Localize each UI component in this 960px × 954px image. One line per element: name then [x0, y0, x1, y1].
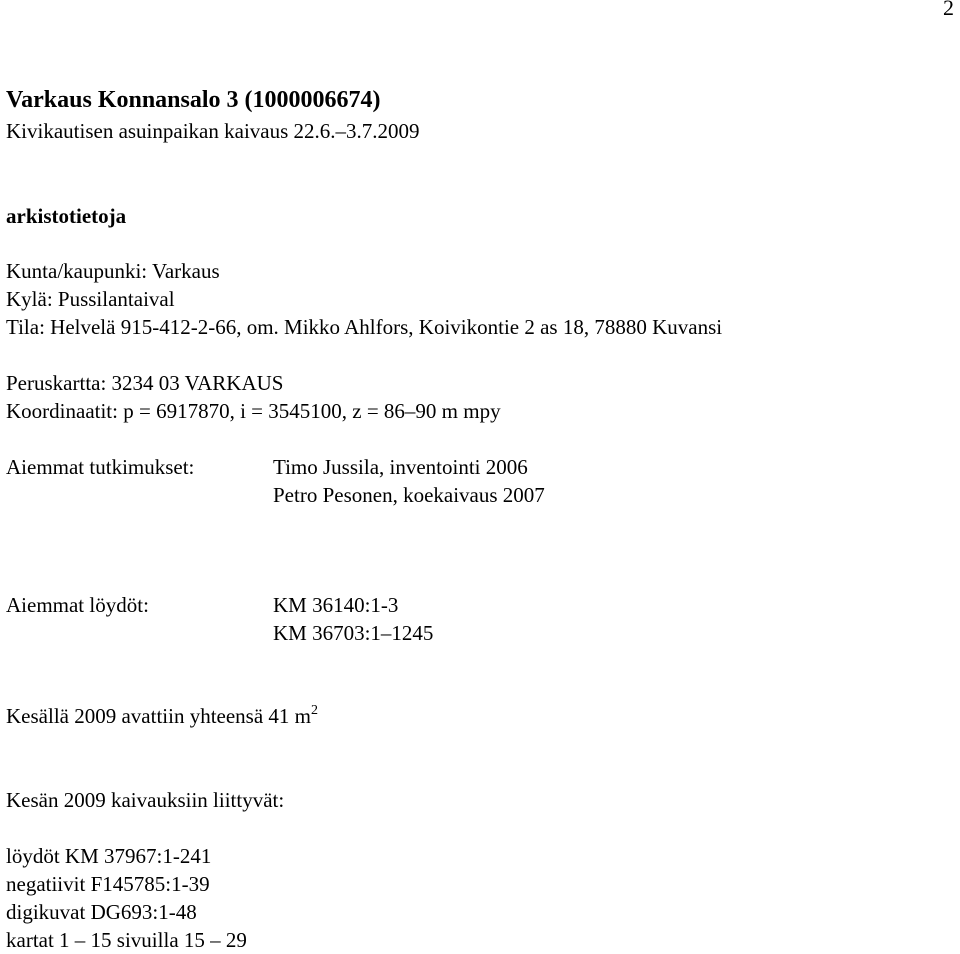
estate-line: Tila: Helvelä 915-412-2-66, om. Mikko Ahlfors, Koivikontie 2 as 18, 78880 Kuvansi	[6, 315, 723, 339]
previous-finds-item: KM 36703:1–1245	[273, 621, 434, 645]
area-text: Kesällä 2009 avattiin yhteensä 41 m	[6, 704, 312, 728]
municipality-line: Kunta/kaupunki: Varkaus	[6, 259, 220, 283]
village-line: Kylä: Pussilantaival	[6, 287, 175, 311]
area-superscript: 2	[311, 703, 319, 718]
related-heading: Kesän 2009 kaivauksiin liittyvät:	[6, 788, 285, 812]
area-line	[6, 703, 318, 730]
page-number: 2	[943, 0, 954, 20]
related-item: negatiivit F145785:1-39	[6, 872, 210, 896]
map-line: Peruskartta: 3234 03 VARKAUS	[6, 371, 284, 395]
previous-finds-label: Aiemmat löydöt:	[6, 593, 149, 617]
coordinates-line: Koordinaatit: p = 6917870, i = 3545100, z = 86–90 m mpy	[6, 399, 501, 423]
document-title: Varkaus Konnansalo 3 (1000006674)	[6, 87, 381, 113]
related-item: löydöt KM 37967:1-241	[6, 844, 212, 868]
previous-research-label: Aiemmat tutkimukset:	[6, 455, 195, 479]
related-item: digikuvat DG693:1-48	[6, 900, 197, 924]
document-subtitle: Kivikautisen asuinpaikan kaivaus 22.6.–3.7.2009	[6, 119, 420, 143]
previous-research-item: Timo Jussila, inventointi 2006	[273, 455, 528, 479]
previous-research-item: Petro Pesonen, koekaivaus 2007	[273, 483, 545, 507]
previous-finds-item: KM 36140:1-3	[273, 593, 399, 617]
related-item: kartat 1 – 15 sivuilla 15 – 29	[6, 928, 247, 952]
archive-heading: arkistotietoja	[6, 204, 127, 228]
